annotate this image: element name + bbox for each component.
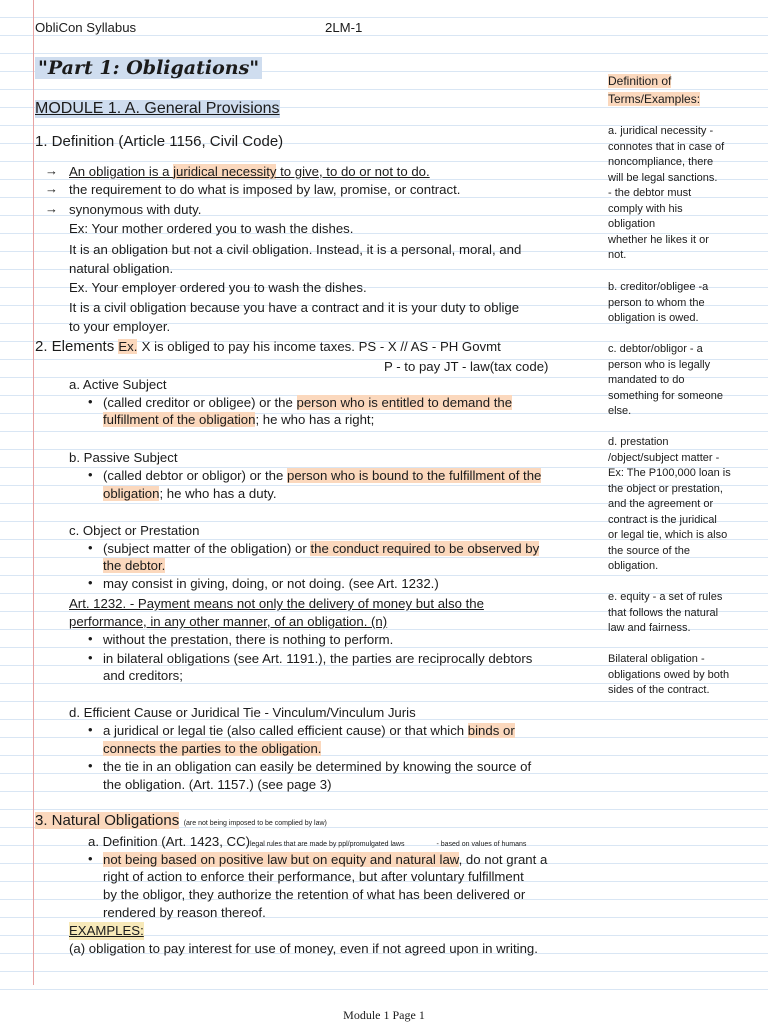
bullet-icon: • bbox=[88, 394, 93, 409]
bullet-icon: • bbox=[88, 575, 93, 590]
sidebar-title: Definition of Terms/Examples: bbox=[608, 74, 701, 106]
s2-c-line-1: (subject matter of the obligation) or the conduct required to be observed by bbox=[103, 541, 540, 556]
s1-para-2b: to your employer. bbox=[69, 319, 171, 334]
sidebar-def-d: d. prestation /object/subject matter - Ex: The P100,000 loan is the object or prestation, and the agreement or contract is the juridical or legal tie, which is also the source of the obligation. bbox=[608, 436, 731, 572]
arrow-icon: → bbox=[45, 163, 58, 178]
s2-d-line-1: a juridical or legal tie (also called efficient cause) or that which binds or bbox=[103, 723, 515, 738]
s1-para-1b: natural obligation. bbox=[69, 261, 174, 276]
sidebar-def-e: e. equity - a set of rules that follows the natural law and fairness. bbox=[608, 591, 723, 634]
s2-d-bullet-2a: the tie in an obligation can easily be determined by knowing the source of bbox=[103, 759, 532, 774]
s3-line-2: right of action to enforce their performance, but after voluntary fulfillment bbox=[103, 869, 524, 884]
s3-line-1: not being based on positive law but on equity and natural law, do not grant a bbox=[103, 852, 548, 867]
s1-bullet-3: synonymous with duty. bbox=[69, 202, 202, 217]
art-1232-line-1: Art. 1232. - Payment means not only the delivery of money but also the bbox=[69, 596, 484, 611]
art-1232-line-2: performance, in any other manner, of an obligation. (n) bbox=[69, 614, 388, 629]
header-left: ObliCon Syllabus bbox=[35, 20, 137, 35]
s1-example-1: Ex: Your mother ordered you to wash the dishes. bbox=[69, 221, 354, 236]
section-3-heading: 3. Natural Obligations (are not being imposed to be complied by law) bbox=[35, 812, 327, 829]
header-right: 2LM-1 bbox=[325, 20, 363, 35]
page-title: "Part 1: Obligations" bbox=[35, 57, 262, 79]
bullet-icon: • bbox=[88, 758, 93, 773]
sidebar-def-a: a. juridical necessity - connotes that in case of noncompliance, there will be legal sanctions. - the debtor must comply with his obligation whether he likes it or not. bbox=[608, 125, 725, 261]
module-heading: MODULE 1. A. General Provisions bbox=[35, 100, 280, 117]
arrow-icon: → bbox=[45, 181, 58, 196]
bullet-icon: • bbox=[88, 722, 93, 737]
s1-example-2: Ex. Your employer ordered you to wash the dishes. bbox=[69, 280, 367, 295]
s1-para-1a: It is an obligation but not a civil obligation. Instead, it is a personal, moral, and bbox=[69, 242, 522, 257]
section-1-heading: 1. Definition (Article 1156, Civil Code) bbox=[35, 133, 284, 150]
margin-line bbox=[33, 0, 34, 985]
s2-b-line-2: obligation; he who has a duty. bbox=[103, 486, 277, 501]
s2-c-line-2: the debtor. bbox=[103, 558, 166, 573]
s2-d-line-2: connects the parties to the obligation. bbox=[103, 741, 322, 756]
s2-c-bullet-3: without the prestation, there is nothing to perform. bbox=[103, 632, 394, 647]
s2-b-title: b. Passive Subject bbox=[69, 450, 178, 465]
bullet-icon: • bbox=[88, 851, 93, 866]
s2-a-line-1: (called creditor or obligee) or the person who is entitled to demand the bbox=[103, 395, 513, 410]
s2-a-line-2: fulfillment of the obligation; he who has a right; bbox=[103, 412, 375, 427]
bullet-icon: • bbox=[88, 631, 93, 646]
s2-c-bullet-4b: and creditors; bbox=[103, 668, 183, 683]
bullet-icon: • bbox=[88, 467, 93, 482]
sidebar-def-c: c. debtor/obligor - a person who is legally mandated to do something for someone else. bbox=[608, 343, 723, 417]
sidebar-def-b: b. creditor/obligee -a person to whom the obligation is owed. bbox=[608, 281, 709, 324]
s2-c-bullet-4a: in bilateral obligations (see Art. 1191.), the parties are reciprocally debtors bbox=[103, 651, 533, 666]
page-footer: Module 1 Page 1 bbox=[0, 1007, 768, 1024]
s3-line-4: rendered by reason thereof. bbox=[103, 905, 266, 920]
s3-example-a: (a) obligation to pay interest for use of money, even if not agreed upon in writing. bbox=[69, 941, 538, 956]
s2-b-line-1: (called debtor or obligor) or the person who is bound to the fulfillment of the bbox=[103, 468, 542, 483]
bullet-icon: • bbox=[88, 540, 93, 555]
s2-example-line-2: P - to pay JT - law(tax code) bbox=[384, 359, 549, 374]
s2-c-title: c. Object or Prestation bbox=[69, 523, 200, 538]
bullet-icon: • bbox=[88, 650, 93, 665]
s2-c-bullet-2: may consist in giving, doing, or not doing. (see Art. 1232.) bbox=[103, 576, 439, 591]
s3-line-3: by the obligor, they authorize the retention of what has been delivered or bbox=[103, 887, 526, 902]
s1-bullet-2: the requirement to do what is imposed by law, promise, or contract. bbox=[69, 182, 461, 197]
section-2-heading: 2. Elements Ex. X is obliged to pay his income taxes. PS - X // AS - PH Govmt bbox=[35, 338, 501, 355]
s1-para-2a: It is a civil obligation because you have a contract and it is your duty to oblige bbox=[69, 300, 520, 315]
s1-bullet-1: An obligation is a juridical necessity to give, to do or not to do. bbox=[69, 164, 430, 179]
s2-d-title: d. Efficient Cause or Juridical Tie - Vinculum/Vinculum Juris bbox=[69, 705, 416, 720]
s2-a-title: a. Active Subject bbox=[69, 377, 167, 392]
arrow-icon: → bbox=[45, 201, 58, 216]
examples-label: EXAMPLES: bbox=[69, 923, 144, 938]
sidebar-def-bilateral: Bilateral obligation - obligations owed by both sides of the contract. bbox=[608, 653, 730, 696]
s2-d-bullet-2b: the obligation. (Art. 1157.) (see page 3) bbox=[103, 777, 332, 792]
s3-a-title: a. Definition (Art. 1423, CC)legal rules that are made by ppl/promulgated laws - based on values of humans bbox=[88, 834, 527, 849]
